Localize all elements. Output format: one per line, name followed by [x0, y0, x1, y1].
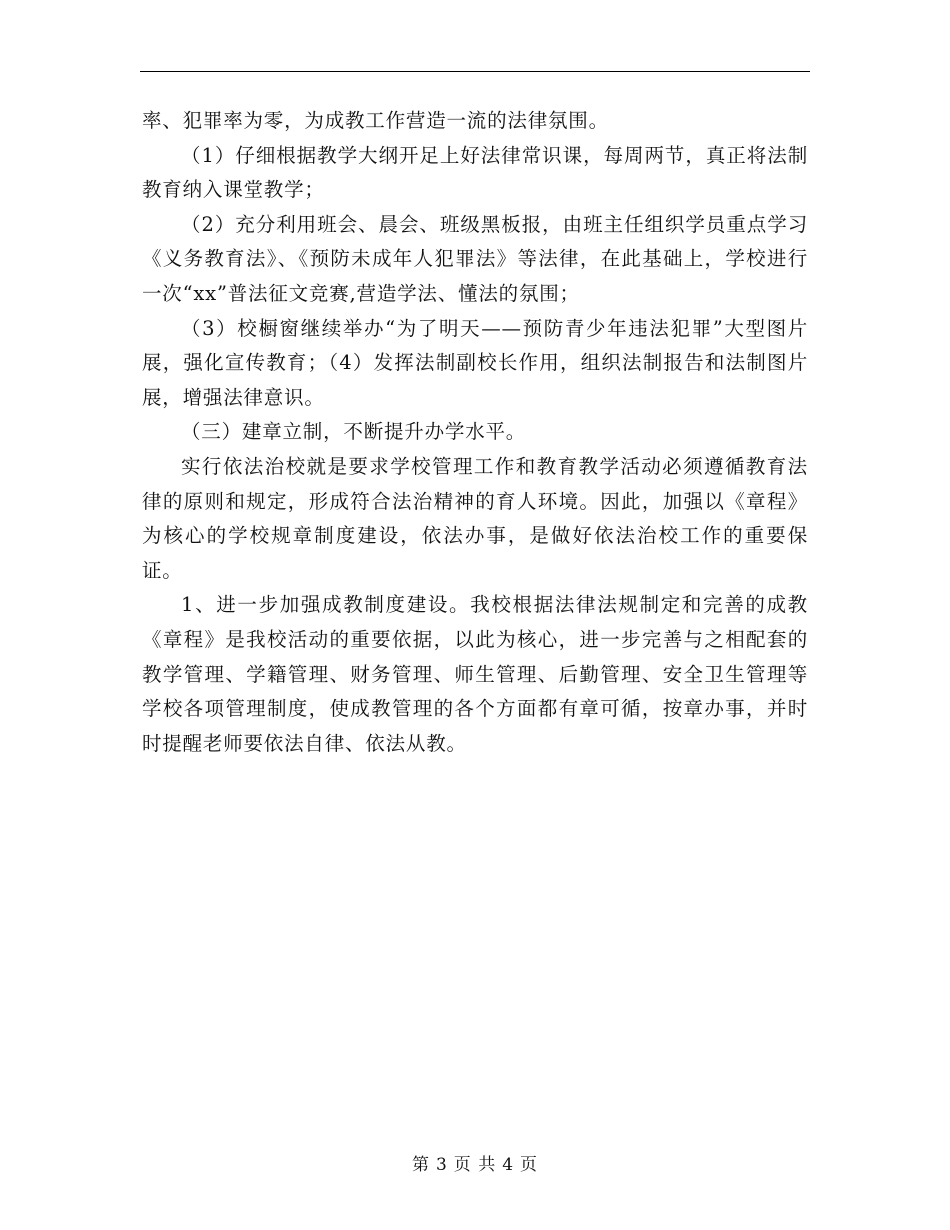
- paragraph-4: （3）校橱窗继续举办“为了明天——预防青少年违法犯罪”大型图片展，强化宣传教育；（4）发挥法制副校长作用，组织法制报告和法制图片展，增强法律意识。: [142, 316, 808, 409]
- body-text: [142, 104, 808, 761]
- footer-current-page: 3: [435, 1155, 448, 1175]
- paragraph-3: （2）充分利用班会、晨会、班级黑板报，由班主任组织学员重点学习《义务教育法》、《预防未成年人犯罪法》等法律，在此基础上，学校进行一次“xx”普法征文竞赛,营造学法、懂法的氛围；: [142, 212, 808, 305]
- paragraph-7: 1、进一步加强成教制度建设。我校根据法律法规制定和完善的成教《章程》是我校活动的重要依据，以此为核心，进一步完善与之相配套的教学管理、学籍管理、财务管理、师生管理、后勤管理、安全卫生管理等学校各项管理制度，使成教管理的各个方面都有章可循，按章办事，并时时提醒老师要依法自律、依法从教。: [142, 593, 808, 755]
- paragraph-6: 实行依法治校就是要求学校管理工作和教育教学活动必须遵循教育法律的原则和规定，形成符合法治精神的育人环境。因此，加强以《章程》为核心的学校规章制度建设，依法办事，是做好依法治校工作的重要保证。: [142, 454, 808, 582]
- page-footer: [0, 1150, 950, 1175]
- paragraph-1: 率、犯罪率为零，为成教工作营造一流的法律氛围。: [142, 109, 609, 132]
- footer-suffix: 页: [520, 1155, 539, 1175]
- footer-middle: 页 共: [453, 1155, 497, 1175]
- footer-total-pages: 4: [502, 1155, 515, 1175]
- header-rule: [140, 71, 810, 72]
- footer-prefix: 第: [411, 1155, 430, 1175]
- paragraph-2: （1）仔细根据教学大纲开足上好法律常识课，每周两节，真正将法制教育纳入课堂教学；: [142, 143, 808, 202]
- paragraph-5: （三）建章立制，不断提升办学水平。: [181, 420, 527, 444]
